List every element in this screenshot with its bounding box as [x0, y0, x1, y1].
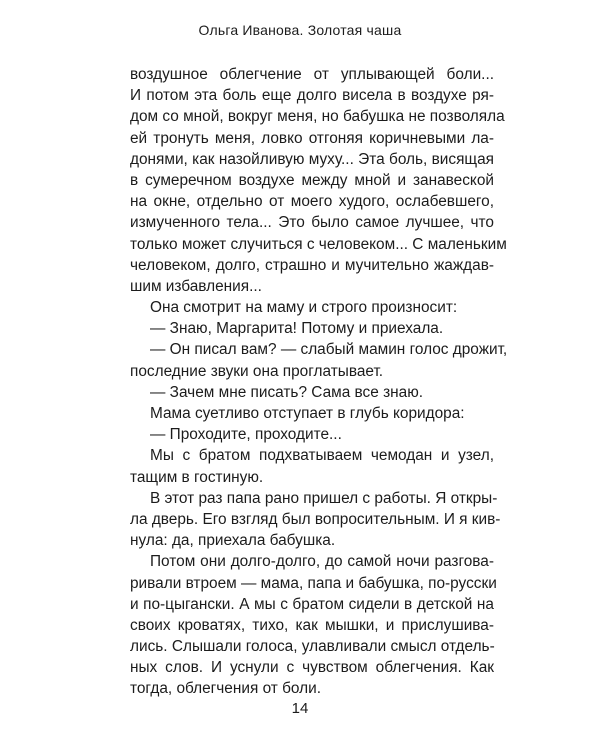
text-line: на окне, отдельно от моего худого, ослабевшего, — [130, 193, 494, 211]
text-line: последние звуки она проглатывает. — [130, 362, 384, 380]
text-line: тащим в гостиную. — [130, 468, 264, 486]
text-line: Мама суетливо отступает в глубь коридора: — [150, 405, 465, 422]
page-number: 14 — [291, 700, 309, 717]
text-line: только может случиться с человеком... С маленьким — [130, 235, 507, 253]
text-line: тогда, облегчения от боли. — [130, 680, 322, 698]
text-line: шим избавления... — [130, 277, 262, 295]
text-line: Потом они долго-долго, до самой ночи разгова- — [150, 553, 494, 571]
text-line: донями, как назойливую муху... Эта боль, висящая — [130, 150, 494, 168]
text-line: и по-цыгански. А мы с братом сидели в детской на — [130, 595, 494, 613]
text-line: И потом эта боль еще долго висела в воздухе ря- — [130, 87, 494, 105]
text-line: дом со мной, вокруг меня, но бабушка не позволяла — [130, 108, 505, 126]
text-line: ла дверь. Его взгляд был вопросительным. И я кив- — [130, 510, 501, 528]
text-line: ей тронуть меня, ловко отгоняя коричневыми ла- — [130, 129, 494, 147]
text-line: — Зачем мне писать? Сама все знаю. — [150, 383, 424, 401]
text-line: человеком, долго, страшно и мучительно жаждав- — [130, 256, 494, 274]
text-line: Мы с братом подхватываем чемодан и узел, — [150, 447, 494, 465]
text-line: лись. Слышали голоса, улавливали смысл отдель- — [130, 638, 495, 656]
text-line: В этот раз папа рано пришел с работы. Я откры- — [150, 489, 498, 507]
text-line: в сумеречном воздухе между мной и занавеской — [130, 171, 494, 189]
body-text — [130, 64, 508, 700]
text-line: нула: да, приехала бабушка. — [130, 532, 336, 550]
text-line: — Знаю, Маргарита! Потому и приехала. — [150, 320, 444, 338]
text-line: ных слов. И уснули с чувством облегчения. Как — [130, 659, 494, 677]
text-line: Она смотрит на маму и строго произносит: — [150, 299, 458, 317]
text-line: ривали втроем — мама, папа и бабушка, по-русски — [130, 574, 497, 592]
text-line: своих кроватях, тихо, как мышки, и прислушива- — [130, 616, 494, 634]
running-header: Ольга Иванова. Золотая чаша — [198, 22, 402, 38]
text-line: — Он писал вам? — слабый мамин голос дрожит, — [150, 341, 508, 359]
text-line: воздушное облегчение от уплывающей боли... — [130, 66, 494, 83]
text-line: — Проходите, проходите... — [150, 426, 342, 444]
text-line: измученного тела... Это было самое лучшее, что — [130, 214, 494, 232]
